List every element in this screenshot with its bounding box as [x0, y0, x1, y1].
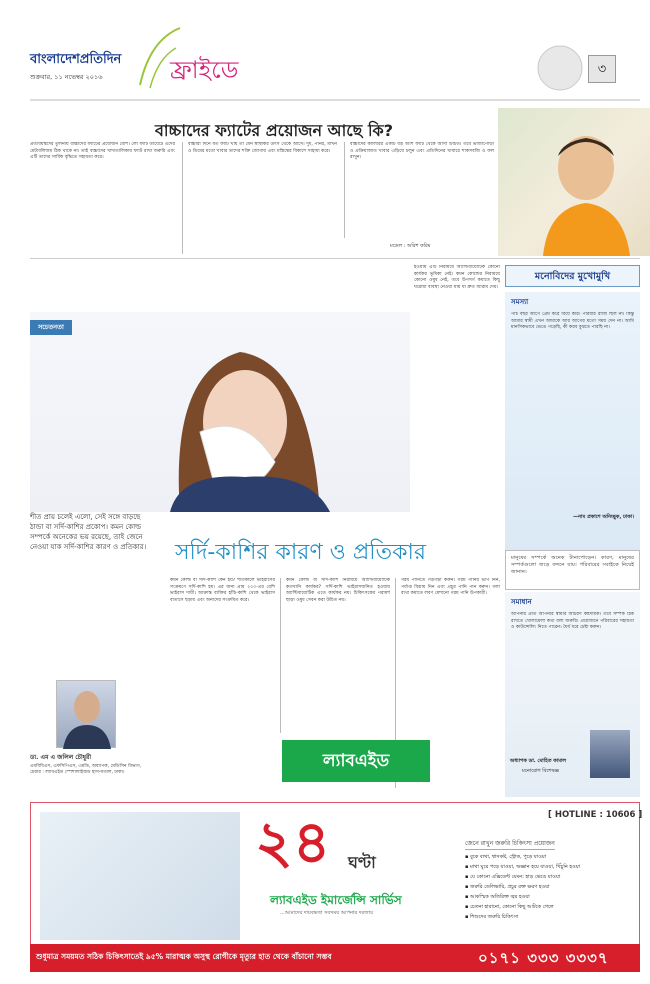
psych-header: মনোবিদের মুখোমুখি: [505, 265, 640, 287]
callout-box: [505, 550, 640, 590]
author-name: ডা. এম এ জলিল চৌধুরী: [30, 754, 92, 761]
ad-list-item: ▪ চেতনা হারানো, কোনো কিছু আটকে গেলে: [465, 904, 554, 910]
expert-name: অধ্যাপক ডা. মোহিত কামাল: [510, 758, 567, 764]
problem-signature: —নাম প্রকাশে অনিচ্ছুক, ঢাকা।: [573, 514, 634, 520]
problem-box: [505, 292, 640, 552]
feature-column-4: হওয়ায় এটি নিরাময়ে অ্যান্টিবায়োটিক কোনো কার্যকর ভূমিকা নেই। কমন কোল্ডের নিরাময়ে কোনো ওষুধ নেই, তবে উপসর্গ কমাতে কিছু ঘরোয়া ব্যবস্থা নেওয়া যায় যা দ্রুত আরাম দেয়।: [414, 265, 500, 290]
feature-headline: সর্দি-কাশির কারণ ও প্রতিকার: [175, 540, 426, 565]
intro-box: [30, 512, 150, 632]
ad-list: [465, 852, 635, 922]
child-photo: [498, 108, 650, 256]
feature-tag: সচেতনতা: [30, 320, 72, 335]
feature-column-1: কমন কোল্ড বা সর্দি-কাশি কেন হয়? শীতকালে ভাইরাসের সংক্রমণে সর্দি-কাশি হয়। এর জন্য প্রায় ২০০-এর বেশি ভাইরাস দায়ী। আক্রান্ত ব্যক্তির হাঁচি-কাশি থেকে ভাইরাস বাতাসে ছড়ায় এবং অন্যদের সংক্রমিত করে।: [170, 578, 275, 603]
problem-title: সমস্যা: [511, 298, 529, 306]
sponsor-logo: ল্যাবএইড: [282, 740, 430, 782]
ad-list-item: ▪ মাথা ঘুরে পড়ে যাওয়া, অজ্ঞান হয়ে যাওয়া, খিঁচুনি হওয়া: [465, 864, 581, 870]
section-title: ফ্রাইডে: [170, 56, 239, 84]
ad-tagline: ...আমাদের দায়বদ্ধতা সবসময় আপনার দরজায়: [280, 910, 374, 916]
ad-hours: ঘণ্টা: [348, 853, 376, 872]
lead-column-1: প্রত্যবয়স্কদের তুলনায় বাচ্চাদের ফ্যাটের প্রয়োজন বেশি। লো ফ্যাট ডায়েটে এদের মেটাবলিজম ঠিক থাকে না। তাই বাচ্চাদের খাদ্যতালিকায় ফ্যাট রাখা জরুরি এবং এটি তাদের সার্বিক বৃদ্ধিতে সহায়তা করে।: [30, 142, 175, 161]
sneezing-woman-photo: [30, 312, 410, 512]
ad-bottom-text: শুধুমাত্র সময়মত সঠিক চিকিৎসাতেই ৯৫% মারাত্মক অসুস্থ রোগীকে মৃত্যুর হাত থেকে বাঁচানো সম্ভব: [36, 952, 332, 961]
ad-list-item: ▪ আকস্মিক অতিরিক্ত জ্বর হওয়া: [465, 894, 530, 900]
brand-name: বাংলাদেশপ্রতিদিন: [30, 52, 122, 67]
callout-text: মানুষের সম্পর্কে অনেক টানাপোড়েন। কারণ, মানুষের সম্পর্কগুলো জড়ে বন্দনে যায়। পরিবারের সবাইকে নিয়েই জানান।: [511, 555, 634, 575]
feature-column-3: গরম পানিতে গড়গড়া করুন। গরম পানির ভাপ নিন, পর্যাপ্ত বিশ্রাম নিন এবং প্রচুর পানি পান করুন। গলা ব্যথা কমাতে লবণ মেশানো গরম পানি উপকারী।: [395, 578, 500, 788]
photo-credit: মডেল : অরিশ করিম: [390, 243, 431, 249]
ad-list-item: ▪ জরুরি ডেলিভারি, প্রচুর রক্ত ক্ষরণ হওয়া: [465, 884, 550, 890]
ad-list-title: জেনে রাখুন জরুরি চিকিৎসা প্রয়োজন: [465, 838, 555, 850]
author-photo: [56, 680, 116, 748]
sneezing-illustration: [30, 312, 410, 512]
page-number: ৩: [588, 55, 616, 83]
child-illustration: [498, 108, 650, 256]
solution-text: আপনার প্রতি আপনার স্বামীর আচরণ কষ্টদায়ক। তবে সম্পর্ক ঠিক রাখতে খোলামেলা কথা বলা জরুরি। প্রয়োজনে পরিবারের সহায়তা ও কাউন্সেলিং নিতে পারেন। ধৈর্য ধরে চেষ্টা করুন।: [511, 612, 634, 631]
lead-column-2: বাচ্চারা দিনে যত ফ্যাট খায় তা যেন স্বাস্থ্যকর উৎস থেকে আসে। দুধ, পনির, মাখন ও ডিমের মতো খাবার তাদের শক্তি জোগায় এবং মস্তিষ্কের বিকাশে সাহায্য করে।: [182, 142, 337, 254]
ad-list-item: ▪ যে কোনো এক্সিডেন্ট যেমন: হাড় ভেঙে যাওয়া: [465, 874, 561, 880]
ad-hotline: [ HOTLINE : 10606 ]: [548, 810, 643, 820]
ad-24: ২৪: [255, 808, 331, 876]
author-illustration: [57, 681, 117, 749]
ad-list-item: ▪ শিশুদের জরুরি চিকিৎসা: [465, 914, 519, 920]
masthead: [0, 0, 650, 112]
lead-headline: বাচ্চাদের ফ্যাটের প্রয়োজন আছে কি?: [155, 121, 394, 140]
author-description: এমবিবিএস, এফসিপিএস, এমডি, অধ্যাপক, মেডিসিন বিভাগ, চেয়ার : ল্যাবএইড স্পেশালাইজড হাসপাতাল, ঢাকা।: [30, 764, 142, 776]
expert-photo: [590, 730, 630, 778]
feature-column-2: কমন কোল্ড বা সর্দি-কাশি নিরাময়ে অ্যান্টিবায়োটিক কতখানি কার্যকর? সর্দি-কাশি ভাইরাসজনিত হওয়ায় অ্যান্টিবায়োটিক এতে কার্যকর নয়। চিকিৎসকের পরামর্শ ছাড়া ওষুধ সেবন করা উচিত নয়।: [280, 578, 390, 733]
problem-text: পাঁচ বছর আগে প্রেম করে বিয়ে করি। পরিবার রাজি ছিল না। কিন্তু আমার স্বামী এখন আমাকে আর আগের মতো সময় দেন না। আমি মানসিকভাবে ভেঙে পড়েছি, কী করব বুঝতে পারছি না।: [511, 312, 634, 331]
ad-list-item: ▪ বুকে ব্যথা, শ্বাসকষ্ট, স্ট্রোক, পুড়ে যাওয়া: [465, 854, 547, 860]
ad-photo: [40, 812, 240, 940]
issue-date: শুক্রবার, ১১ নভেম্বর ২০১৬: [30, 73, 103, 81]
ad-phone-number: ০১৭১ ৩৩৩ ৩৩৩৭: [478, 949, 609, 967]
lead-column-3: বাচ্চাদের ক্যালরির একটি বড় অংশ ফ্যাট থেকে আসা উচিত। তবে ভাজাপোড়া ও প্রক্রিয়াজাত খাবার এড়িয়ে চলুন এবং প্রতিদিনের খাবারে শাকসবজি ও ফল রাখুন।: [344, 142, 494, 238]
expert-title: মনোরোগ বিশেষজ্ঞ: [522, 768, 560, 774]
intro-text: শীত প্রায় চলেই এলো, সেই সঙ্গে বাড়ছে ঠান্ডা বা সর্দি-কাশির প্রকোপ। কমন কোল্ড সম্পর্কে অনেকের ভয় রয়েছে, তাই জেনে নেওয়া যাক সর্দি-কাশির কারণ ও প্রতিকার।: [30, 513, 147, 551]
solution-title: সমাধান: [511, 598, 532, 606]
section-divider: [30, 258, 640, 259]
ad-service-name: ল্যাবএইড ইমার্জেন্সি সার্ভিস: [270, 893, 402, 907]
